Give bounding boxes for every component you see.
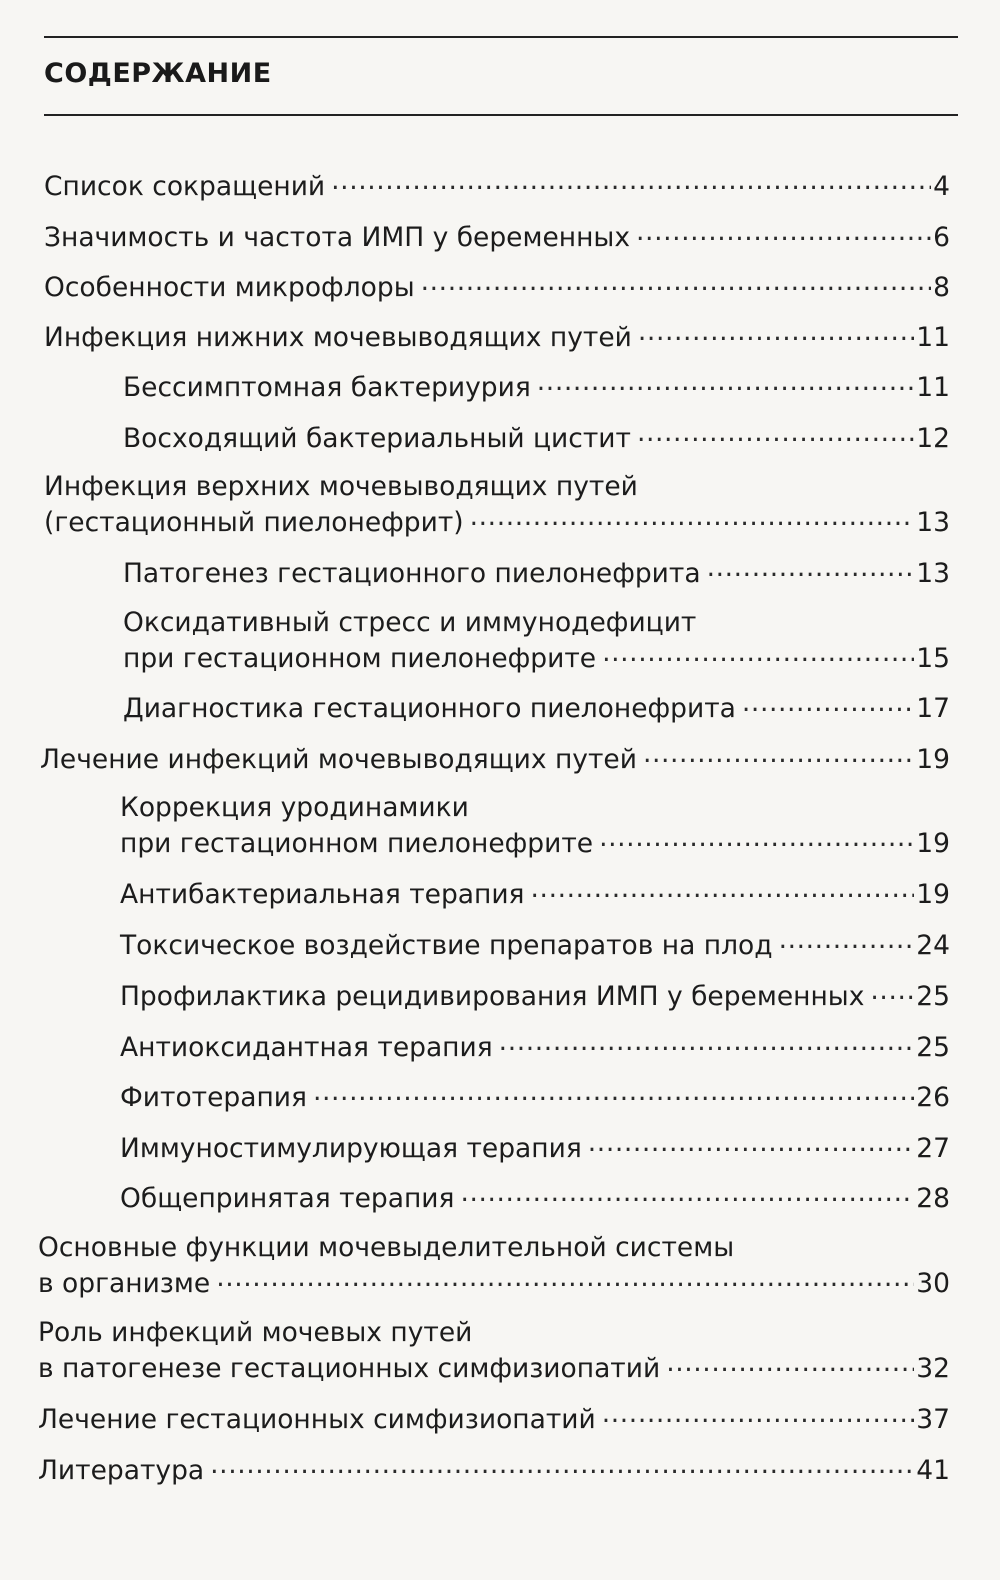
toc-entry[interactable] bbox=[120, 927, 950, 963]
toc-entry-title: Антибактериальная терапия bbox=[120, 878, 525, 910]
toc-entry-page: 6 bbox=[933, 221, 950, 253]
toc-entry-title-line: Оксидативный стресс и иммунодефицит bbox=[123, 607, 697, 638]
leader-dots bbox=[499, 1029, 915, 1056]
toc-entry-title: Бессимптомная бактериурия bbox=[123, 371, 531, 403]
leader-dots bbox=[421, 269, 932, 296]
toc-entry[interactable] bbox=[123, 555, 950, 591]
toc-entry[interactable] bbox=[120, 978, 950, 1014]
toc-entry-title: Патогенез гестационного пиелонефрита bbox=[123, 557, 701, 589]
toc-entry-page: 12 bbox=[916, 422, 950, 454]
toc-entry[interactable] bbox=[120, 791, 950, 861]
toc-entry[interactable] bbox=[44, 470, 950, 540]
leader-dots bbox=[602, 640, 914, 667]
toc-entry-title: Литература bbox=[38, 1454, 205, 1486]
toc-entry-page: 17 bbox=[916, 692, 950, 724]
toc-entry-title-line: Основные функции мочевыделительной системы bbox=[38, 1232, 735, 1263]
toc-entry-page: 32 bbox=[916, 1352, 950, 1384]
toc-entry-page: 11 bbox=[916, 371, 950, 403]
leader-dots bbox=[779, 927, 915, 954]
leader-dots bbox=[216, 1265, 914, 1292]
page-title: СОДЕРЖАНИЕ bbox=[44, 58, 272, 89]
toc-entry-title: Иммуностимулирующая терапия bbox=[120, 1132, 582, 1164]
leader-dots bbox=[210, 1452, 914, 1479]
toc-entry-title: Лечение гестационных симфизиопатий bbox=[38, 1403, 596, 1435]
toc-entry-title: Лечение инфекций мочевыводящих путей bbox=[40, 743, 637, 775]
toc-entry-title: Фитотерапия bbox=[120, 1081, 307, 1113]
toc-entry[interactable] bbox=[120, 1180, 950, 1216]
leader-dots bbox=[638, 319, 914, 346]
toc-entry-title: Токсическое воздействие препаратов на плод bbox=[120, 929, 773, 961]
toc-entry[interactable] bbox=[44, 168, 950, 204]
toc-entry-title: в патогенезе гестационных симфизиопатий bbox=[38, 1352, 661, 1384]
toc-entry[interactable] bbox=[123, 369, 950, 405]
toc-entry[interactable] bbox=[44, 269, 950, 305]
toc-entry[interactable] bbox=[38, 1452, 950, 1488]
toc-entry[interactable] bbox=[123, 690, 950, 726]
toc-entry-title: (гестационный пиелонефрит) bbox=[44, 506, 464, 538]
toc-entry[interactable] bbox=[44, 219, 950, 255]
leader-dots bbox=[537, 369, 914, 396]
toc-entry-page: 4 bbox=[933, 170, 950, 202]
toc-entry[interactable] bbox=[123, 606, 950, 676]
leader-dots bbox=[636, 219, 931, 246]
toc-entry-page: 15 bbox=[916, 642, 950, 674]
toc-entry-title: в организме bbox=[38, 1267, 211, 1299]
leader-dots bbox=[666, 1350, 914, 1377]
leader-dots bbox=[643, 741, 914, 768]
toc-entry-page: 41 bbox=[916, 1454, 950, 1486]
toc-entry[interactable] bbox=[120, 1079, 950, 1115]
toc-entry-page: 19 bbox=[916, 827, 950, 859]
leader-dots bbox=[637, 420, 914, 447]
toc-entry[interactable] bbox=[123, 420, 950, 456]
toc-entry[interactable] bbox=[38, 1316, 950, 1386]
toc-entry-page: 24 bbox=[916, 929, 950, 961]
leader-dots bbox=[588, 1130, 915, 1157]
leader-dots bbox=[331, 168, 931, 195]
toc-entry[interactable] bbox=[120, 876, 950, 912]
leader-dots bbox=[742, 690, 914, 717]
leader-dots bbox=[707, 555, 915, 582]
toc-entry-page: 19 bbox=[916, 878, 950, 910]
leader-dots bbox=[460, 1180, 914, 1207]
leader-dots bbox=[531, 876, 915, 903]
toc-entry-title: при гестационном пиелонефрите bbox=[123, 642, 597, 674]
toc-entry-title: Восходящий бактериальный цистит bbox=[123, 422, 631, 454]
toc-entry[interactable] bbox=[38, 1231, 950, 1301]
toc-entry-title: Общепринятая терапия bbox=[120, 1182, 455, 1214]
heading-rule bbox=[44, 114, 958, 116]
toc-entry-title: при гестационном пиелонефрите bbox=[120, 827, 594, 859]
toc-entry-page: 25 bbox=[916, 980, 950, 1012]
toc-entry-title: Список сокращений bbox=[44, 170, 326, 202]
toc-entry-title: Антиоксидантная терапия bbox=[120, 1031, 493, 1063]
toc-entry-title: Особенности микрофлоры bbox=[44, 271, 415, 303]
toc-entry-title-line: Коррекция уродинамики bbox=[120, 792, 469, 823]
toc-entry-title: Диагностика гестационного пиелонефрита bbox=[123, 692, 736, 724]
toc-entry-page: 30 bbox=[916, 1267, 950, 1299]
leader-dots bbox=[602, 1401, 915, 1428]
toc-entry-page: 37 bbox=[916, 1403, 950, 1435]
leader-dots bbox=[870, 978, 914, 1005]
toc-entry-title-line: Инфекция верхних мочевыводящих путей bbox=[44, 471, 638, 502]
toc-entry-page: 28 bbox=[916, 1182, 950, 1214]
toc-entry-page: 25 bbox=[916, 1031, 950, 1063]
toc-entry-page: 11 bbox=[916, 321, 950, 353]
toc-entry-page: 19 bbox=[916, 743, 950, 775]
leader-dots bbox=[470, 504, 915, 531]
toc-entry[interactable] bbox=[44, 319, 950, 355]
toc-entry-title: Профилактика рецидивирования ИМП у беременных bbox=[120, 980, 865, 1012]
toc-entry-title: Значимость и частота ИМП у беременных bbox=[44, 221, 631, 253]
toc-entry[interactable] bbox=[120, 1029, 950, 1065]
toc-entry[interactable] bbox=[40, 741, 950, 777]
leader-dots bbox=[599, 825, 914, 852]
leader-dots bbox=[313, 1079, 914, 1106]
toc-entry[interactable] bbox=[38, 1401, 950, 1437]
toc-entry-title: Инфекция нижних мочевыводящих путей bbox=[44, 321, 632, 353]
top-rule bbox=[44, 36, 958, 38]
toc-entry-page: 13 bbox=[916, 557, 950, 589]
toc-entry-page: 8 bbox=[933, 271, 950, 303]
toc-entry[interactable] bbox=[120, 1130, 950, 1166]
toc-entry-title-line: Роль инфекций мочевых путей bbox=[38, 1317, 473, 1348]
toc-entry-page: 13 bbox=[916, 506, 950, 538]
toc-entry-page: 26 bbox=[916, 1081, 950, 1113]
toc-entry-page: 27 bbox=[916, 1132, 950, 1164]
